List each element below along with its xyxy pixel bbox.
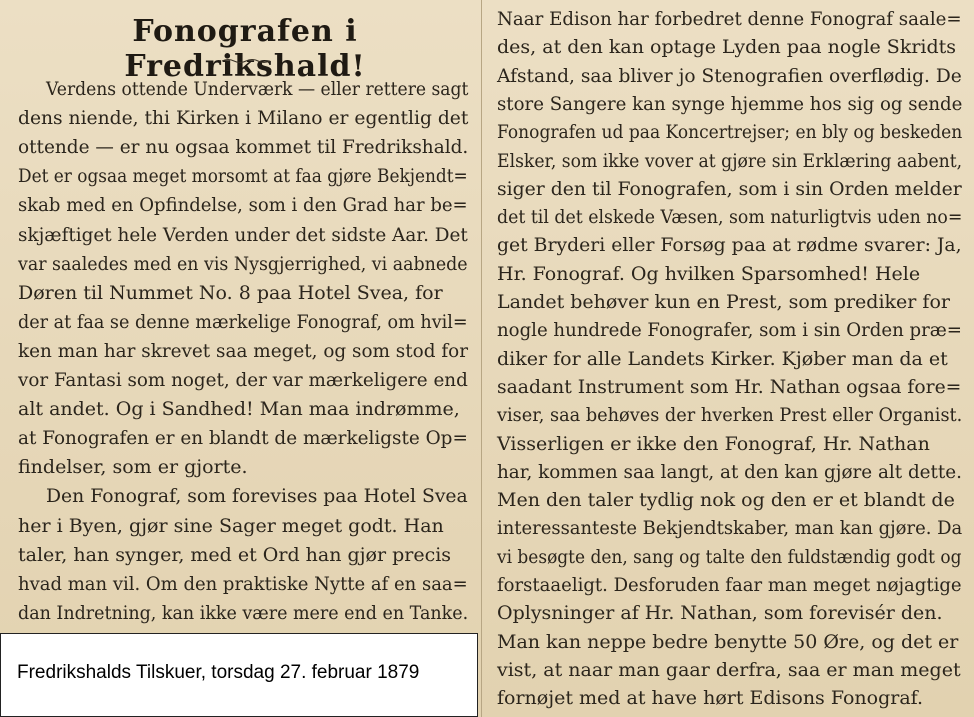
text-line: Man kan neppe bedre benytte 50 Øre, og det er bbox=[497, 630, 959, 653]
text-line: Men den taler tydlig nok og den er et blandt de bbox=[497, 489, 955, 512]
text-line: der at faa se denne mærkelige Fonograf, om hvil= bbox=[18, 310, 468, 333]
text-line: vi besøgte den, sang og talte den fuldstændig godt og bbox=[497, 545, 962, 568]
text-line: store Sangere kan synge hjemme hos sig og sende bbox=[497, 92, 963, 115]
text-line: Visserligen er ikke den Fonograf, Hr. Nathan bbox=[497, 432, 930, 455]
text-line: at Fonografen er en blandt de mærkeligste Op= bbox=[18, 427, 468, 450]
text-line: Elsker, som ikke vover at gjøre sin Erklæring aabent, bbox=[497, 149, 963, 172]
text-line: Hr. Fonograf. Og hvilken Sparsomhed! Hele bbox=[497, 262, 921, 285]
headline-ornament bbox=[222, 58, 270, 64]
text-line: dan Indretning, kan ikke være mere end en Tanke. bbox=[18, 601, 469, 624]
text-line: Den Fonograf, som forevises paa Hotel Svea bbox=[46, 485, 468, 508]
text-line: Oplysninger af Hr. Nathan, som forevisér den. bbox=[497, 602, 943, 625]
text-line: viser, saa behøves der hverken Prest eller Organist. bbox=[497, 404, 963, 427]
text-line: ottende — er nu ogsaa kommet til Fredrikshald. bbox=[18, 136, 469, 159]
text-line: Verdens ottende Underværk — eller rettere sagt bbox=[46, 78, 469, 100]
column-divider bbox=[481, 0, 482, 717]
text-line: taler, han synger, med et Ord han gjør precis bbox=[18, 543, 452, 566]
text-line: Det er ogsaa meget morsomt at faa gjøre Bekjendt= bbox=[18, 165, 468, 188]
text-line: alt andet. Og i Sandhed! Man maa indrømme, bbox=[18, 398, 460, 421]
source-caption: Fredrikshalds Tilskuer, torsdag 27. februar 1879 bbox=[17, 662, 420, 683]
text-line: fornøjet med at have hørt Edisons Fonograf. bbox=[497, 687, 924, 710]
text-line: det til det elskede Væsen, som naturligtvis uden no= bbox=[497, 206, 963, 229]
text-line: interessanteste Bekjendtskaber, man kan gjøre. Da bbox=[497, 517, 963, 540]
text-line: hvad man vil. Om den praktiske Nytte af en saa= bbox=[18, 572, 468, 595]
text-line: var saaledes med en vis Nysgjerrighed, vi aabnede bbox=[18, 252, 468, 275]
text-line: dens niende, thi Kirken i Milano er egentlig det bbox=[18, 107, 469, 130]
caption-box bbox=[0, 633, 478, 717]
text-line: siger den til Fonografen, som i sin Orden melder bbox=[497, 177, 962, 200]
text-line: ken man har skrevet saa meget, og som stod for bbox=[18, 339, 469, 362]
text-line: Fonografen ud paa Koncertrejser; en bly og beskeden bbox=[497, 121, 963, 144]
text-line: skjæftiget hele Verden under det sidste Aar. Det bbox=[18, 223, 468, 246]
text-line: Afstand, saa bliver jo Stenografien overflødig. De bbox=[497, 64, 962, 87]
text-line: skab med en Opfindelse, som i den Grad har be= bbox=[18, 194, 468, 217]
text-line: get Bryderi eller Forsøg paa at rødme svarer: Ja, bbox=[497, 234, 962, 257]
text-line: findelser, som er gjorte. bbox=[18, 456, 248, 479]
text-line: saadant Instrument som Hr. Nathan ogsaa fore= bbox=[497, 375, 962, 398]
text-line: nogle hundrede Fonografer, som i sin Orden præ= bbox=[497, 319, 962, 342]
text-line: des, at den kan optage Lyden paa nogle Skridts bbox=[497, 36, 957, 59]
text-line: Naar Edison har forbedret denne Fonograf saale= bbox=[497, 8, 962, 30]
text-line: her i Byen, gjør sine Sager meget godt. Han bbox=[18, 514, 444, 537]
text-line: diker for alle Landets Kirker. Kjøber man da et bbox=[497, 347, 948, 370]
text-line: har, kommen saa langt, at den kan gjøre alt dette. bbox=[497, 460, 962, 483]
text-line: vor Fantasi som noget, der var mærkeligere end bbox=[18, 369, 468, 391]
text-line: forstaaeligt. Desforuden faar man meget nøjagtige bbox=[497, 574, 962, 596]
text-line: Døren til Nummet No. 8 paa Hotel Svea, for bbox=[18, 281, 443, 304]
text-line: vist, at naar man gaar derfra, saa er man meget bbox=[497, 658, 961, 681]
article-headline: Fonografen i Fredrikshald! bbox=[124, 14, 366, 84]
text-line: Landet behøver kun en Prest, som prediker for bbox=[497, 291, 950, 313]
